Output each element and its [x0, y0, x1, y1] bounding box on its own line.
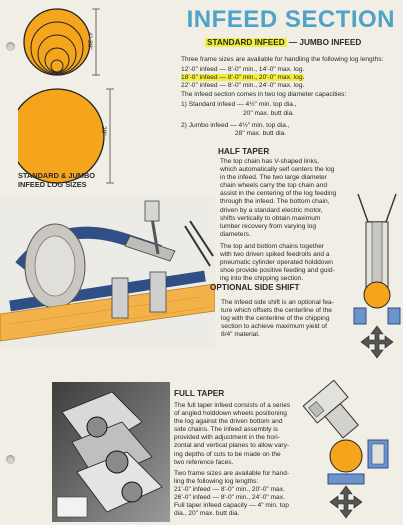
subtitle-jumbo: JUMBO INFEED: [299, 38, 362, 47]
full-taper-side-diagram: [296, 380, 401, 522]
binder-hole: [6, 455, 15, 464]
log-cross-section: [330, 440, 362, 472]
four-way-arrow-icon: [330, 486, 362, 518]
dimension-label-top: 4"-20": [86, 32, 93, 50]
bottom-chain: [328, 474, 364, 484]
full-taper-photo: [52, 382, 170, 522]
v-chain-wheel: [358, 194, 396, 222]
log-circle-28in: [18, 89, 104, 183]
half-taper-heading: HALF TAPER: [218, 147, 270, 156]
frame-sizes: [181, 56, 399, 138]
log-sizes-caption: STANDARD & JUMBO INFEED LOG SIZES: [18, 171, 96, 189]
frame-size-line: 18'-0" infeed — 8'-0" min., 20'-0" max. log.: [181, 74, 305, 82]
full-taper-text: The full taper infeed consists of a series of angled holddown wheels positioning the log against the driven bottom and side chains. The infeed assembly is provided with adjustment in the hori- zontal and vertical planes to allow vary- ing depths of cuts to be made on the two reference faces. Two frame sizes are available for hand- ling the following log lengths: 21'-0" infeed — 8'-0" min., 20'-0" max. 26'-0" infeed — 8'-0" min., 24'-0" max. Full taper infeed capacity — 4" min. top dia., 20" max. butt dia.: [174, 402, 291, 518]
log-circle-4in: [51, 60, 63, 72]
subtitle-separator: —: [286, 38, 300, 47]
diameter-intro: The infeed section comes in two log diameter capacities:: [181, 91, 347, 99]
feedroll: [112, 278, 128, 318]
frame-size-line: 22'-0" infeed — 8'-0" min., 24'-0" max. log.: [181, 82, 305, 90]
page-title: INFEED SECTION: [186, 6, 395, 33]
dimension-label-bottom: 28": [100, 126, 107, 136]
frame-sizes-intro: Three frame sizes are available for handling the following log lengths:: [181, 56, 384, 63]
half-taper-illustration: [0, 196, 215, 346]
side-shift-text: The infeed side shift is an optional fea- ture which offsets the centerline of the log with the centerline of the chipping section to achieve maximum yield of 8/4" material.: [221, 299, 334, 339]
full-taper-heading: FULL TAPER: [174, 389, 225, 398]
log-cross-section: [364, 282, 390, 308]
diameter-item-standard: 1) Standard infeed — 4½" min. top dia., 20" max. butt dia.: [181, 101, 297, 117]
side-chain: [388, 308, 400, 324]
subtitle: [205, 38, 361, 47]
half-taper-text: The top chain has V-shaped links, which automatically self centers the log in the infeed. The two large diameter chain wheels carry the top chain and assist in the centering of the log feeding through the infeed. The bottom chain, driven by a standard electric motor, shifts vertically to obtain maximum lumber recovery from varying log diameters. The top and bottom chains together with two driven spiked feedrolls and a pneumatic cylinder operated holddown shoe provide positive feeding and guid- ing into the chipping section.: [220, 158, 337, 283]
half-taper-side-diagram: [352, 192, 402, 362]
frame-size-line: 12'-0" infeed — 8'-0" min., 14'-0" max. log.: [181, 66, 305, 74]
diameter-item-jumbo: 2) Jumbo infeed — 4½" min. top dia., 28" max. butt dia.: [181, 121, 290, 137]
binder-hole: [6, 42, 15, 51]
feedroll: [150, 272, 166, 312]
subtitle-standard: STANDARD INFEED: [207, 38, 285, 47]
four-way-arrow-icon: [361, 326, 393, 358]
side-shift-heading: OPTIONAL SIDE SHIFT: [210, 283, 300, 292]
